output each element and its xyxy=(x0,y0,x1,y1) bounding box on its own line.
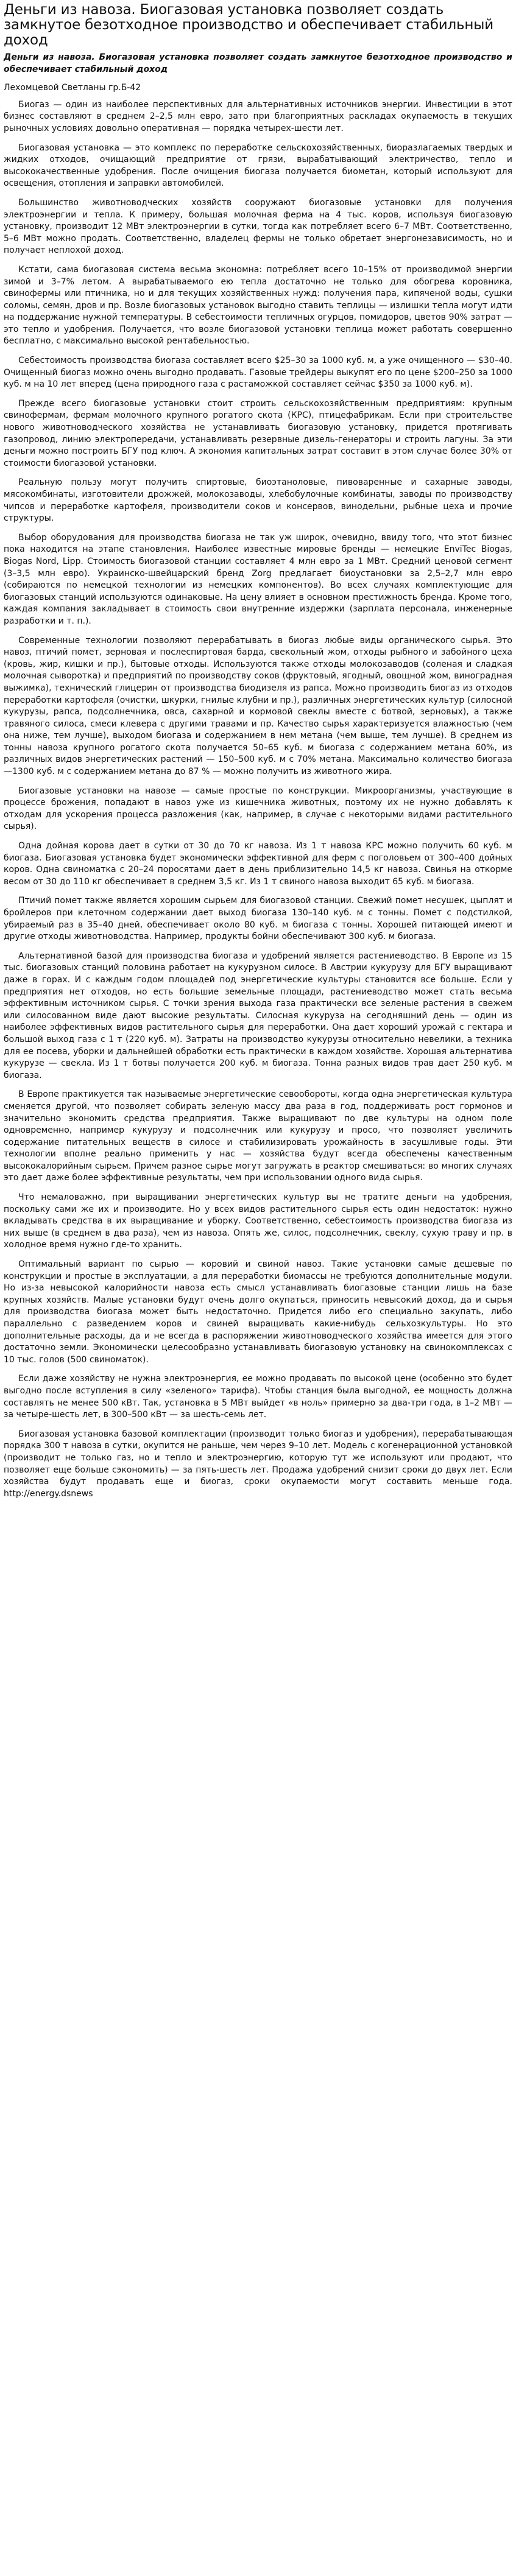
paragraph: Одна дойная корова дает в сутки от 30 до 70 кг навоза. Из 1 т навоза КРС можно получить 60 куб. м биогаза. Биогазовая установка будет экономически эффективной для ферм с поголовьем от 300–400 дойных коров. Одна свиноматка с 20–24 поросятами дает в день приблизительно 14,5 кг навоза. Свинья на откорме весом от 30 до 110 кг обеспечивает в среднем 3,5 кг. Из 1 т свиного навоза выходит 65 куб. м биогаза. xyxy=(4,841,512,887)
paragraph: Альтернативной базой для производства биогаза и удобрений является растениеводство. В Европе из 15 тыс. биогазовых станций половина работает на кукурузном силосе. В Австрии кукурузу для БГУ выращивают даже в горах. И с каждым годом площадей под энергетические культуры становится все больше. Если у предприятия нет отходов, но есть большие земельные площади, растениеводство может стать весьма эффективным источником сырья. С точки зрения выхода газа практически все зеленые растения в свежем или силосованном виде дают высокие результаты. Силосная кукуруза на сегодняшний день — один из наиболее эффективных видов растительного сырья для переработки. Она дает хороший урожай с гектара и большой выход газа с 1 т (220 куб. м). Затраты на производство кукурузы относительно невелики, а техника для ее посева, уборки и дальнейшей обработки есть практически в каждом хозяйстве. Хорошая альтернатива кукурузе — свекла. Из 1 т ботвы получается 200 куб. м биогаза. Тонна разных видов трав дает 250 куб. м биогаза. xyxy=(4,951,512,1080)
paragraph: Биогазовая установка базовой комплектации (производит только биогаз и удобрения), перерабатывающая порядка 300 т навоза в сутки, окупится не раньше, чем через 9–10 лет. Модель с когенерационной установкой (производит не только газ, но и тепло и электроэнергию, которую тут же используют или продают, что позволяет еще больше сэкономить) — за пять-шесть лет. Продажа удобрений снизит сроки до двух лет. Если хозяйства будут продавать еще и биогаз, сроки окупаемости могут составить меньше года. http://energy.dsnews xyxy=(4,1429,512,1499)
paragraph: Биогазовые установки на навозе — самые простые по конструкции. Микроорганизмы, участвующие в процессе брожения, попадают в навоз уже из кишечника животных, поэтому их не нужно добавлять к отходам для ускорения процесса разложения (как, например, в случае с некоторыми видами растительного сырья). xyxy=(4,786,512,832)
paragraph: Современные технологии позволяют перерабатывать в биогаз любые виды органического сырья. Это навоз, птичий помет, зерновая и послеспиртовая барда, свекольный жом, отходы рыбного и забойного цеха (кровь, жир, кишки и пр.), бытовые отходы. Используются также отходы молокозаводов (соленая и сладкая молочная сыворотка) и предприятий по производству соков (фруктовый, ягодный, овощной жом, виноградная выжимка), технический глицерин от производства биодизеля из рапса. Можно производить биогаз из отходов переработки картофеля (очистки, шкурки, гнилые клубни и пр.), различных энергетических культур (силосной кукурузы, рапса, подсолнечника, овса, сахарной и кормовой свеклы вместе с ботвой, зерновых), а также травяного силоса, смеси клевера с другими травами и пр. Качество сырья характеризуется влажностью (чем она ниже, тем лучше), выходом биогаза и содержанием в нем метана (чем выше, тем лучше). В среднем из тонны навоза крупного рогатого скота получается 50–65 куб. м биогаза с содержанием метана 60%, из различных видов энергетических растений — 150–500 куб. м с 70% метана. Максимально количество биогаза —1300 куб. м с содержанием метана до 87 % — можно получить из животного жира. xyxy=(4,635,512,777)
paragraph: Биогаз — один из наиболее перспективных для альтернативных источников энергии. Инвестиции в этот бизнес составляют в среднем 2–2,5 млн евро, зато при благоприятных раскладах окупаемость в текущих рыночных условиях довольно оперативная — порядка четырех-шести лет. xyxy=(4,99,512,133)
paragraph: Выбор оборудования для производства биогаза не так уж широк, очевидно, ввиду того, что этот бизнес пока находится на этапе становления. Наиболее известные мировые бренды — немецкие EnviTec Biogas, Biogas Nord, Lipp. Стоимость биогазовой станции составляет 4 млн евро за 1 МВт. Средний ценовой сегмент (3–3,5 млн евро). Украинско-швейцарский бренд Zorg предлагает биоустановки за 2,5–2,7 млн евро (собираются по немецкой технологии из немецких компонентов). Во всех случаях комплектующие для биогазовых станций используются одинаковые. На цену влияет в основном престижность бренда. Кроме того, каждая компания закладывает в стоимость свои внутренние издержки (зарплата персонала, инженерные разработки и т. п.). xyxy=(4,532,512,626)
paragraph: В Европе практикуется так называемые энергетические севообороты, когда одна энергетическая культура сменяется другой, что позволяет собирать зеленую массу два раза в год, поддерживать рост гормонов и значительно экономить средства предприятия. Также выращивают по две культуры на одном поле одновременно, например кукурузу и подсолнечник или кукурузу и просо, что позволяет увеличить содержание питательных веществ в силосе и стабилизировать урожайность в засушливые годы. Эти технологии вполне реально применить у нас — хозяйства будут всегда обеспечены качественным высококалорийным сырьем. Причем разное сырье могут загружать в реактор смешиваться: во многих случаях это дает даже более эффективные результаты, чем при использовании одного вида сырья. xyxy=(4,1089,512,1183)
paragraph: Если даже хозяйству не нужна электроэнергия, ее можно продавать по высокой цене (особенно это будет выгодно после вступления в силу «зеленого» тарифа). Чтобы станция была выгодной, ее мощность должна составлять не менее 500 кВт. Так, установка в 5 МВт выйдет «в ноль» примерно за два-три года, в 1–2 МВт — за четыре-шесть лет, в 300–500 кВт — за шесть-семь лет. xyxy=(4,1374,512,1420)
paragraph: Большинство животноводческих хозяйств сооружают биогазовые установки для получения электроэнергии и тепла. К примеру, большая молочная ферма на 4 тыс. коров, используя биогазовую установку, производит 12 МВт электроэнергии в сутки, тогда как потребляет всего 6–7 МВт. Соответственно, 5–6 МВт можно продать. Соответственно, владелец фермы не только обретает энергонезависимость, но и получает неплохой доход. xyxy=(4,197,512,256)
article-body xyxy=(4,52,512,1500)
document-title: Деньги из навоза. Биогазовая установка позволяет создать замкнутое безотходное производство и обеспечивает стабильный доход xyxy=(4,2,493,48)
paragraph: Реальную пользу могут получить спиртовые, биоэтаноловые, пивоваренные и сахарные заводы, мясокомбинаты, изготовители дрожжей, молокозаводы, хлебобулочные комбинаты, заводы по производству чипсов и переработке картофеля, производители соков и консервов, винодельни, рыбные цеха и прочие структуры. xyxy=(4,477,512,524)
paragraph: Себестоимость производства биогаза составляет всего $25–30 за 1000 куб. м, а уже очищенного — $30–40. Очищенный биогаз можно очень выгодно продавать. Газовые трейдеры выкупят его по цене $200–250 за 1000 куб. м на 10 лет вперед (цена природного газа с растаможкой составляет сейчас $350 за 1000 куб. м). xyxy=(4,356,512,390)
paragraph: Кстати, сама биогазовая система весьма экономна: потребляет всего 10–15% от производимой энергии зимой и 3–7% летом. А вырабатываемого ею тепла достаточно не только для обогрева коровника, свинофермы или птичника, но и для текущих хозяйственных нужд: получения пара, кипяченой воды, сушки соломы, семян, дров и пр. Возле биогазовых установок выгодно ставить теплицы — излишки тепла могут идти на поддержание нужной температуры. В себестоимости тепличных огурцов, помидоров, цветов 90% затрат — это тепло и удобрения. Получается, что возле биогазовой установки теплица может работать совершенно бесплатно, с максимально высокой рентабельностью. xyxy=(4,264,512,347)
paragraph: Оптимальный вариант по сырью — коровий и свиной навоз. Такие установки самые дешевые по конструкции и простые в эксплуатации, а для переработки биомассы не требуются дополнительные модули. Но из-за невысокой калорийности навоза есть смысл устанавливать биогазовые станции лишь на базе крупных хозяйств. Малые установки будут очень долго окупаться, приносить невысокий доход, да и сырья для производства биогаза может быть недостаточно. Придется либо его специально закупать, либо параллельно с разведением коров и свиней выращивать какие-нибудь сельхозкультуры. Но это дополнительные расходы, да и не всегда в распоряжении животноводческого хозяйства имеется для этого достаточно земли. Экономически целесообразно устанавливать биогазовую установку на свинокомплексах с 10 тыс. голов (500 свиноматок). xyxy=(4,1259,512,1365)
paragraph: Биогазовая установка — это комплекс по переработке сельскохозяйственных, биоразлагаемых твердых и жидких отходов, очищающий предприятие от грязи, вырабатывающий электричество, тепло и высококачественные удобрения. После очищения биогаза получается биометан, который используют для освещения, отопления и заправки автомобилей. xyxy=(4,143,512,189)
paragraph: Что немаловажно, при выращивании энергетических культур вы не тратите деньги на удобрения, поскольку сами же их и производите. Но у всех видов растительного сырья есть один недостаток: нужно вкладывать средства в их выращивание и уборку. Соответственно, себестоимость производства биогаза из них выше (в среднем в два раза), чем из навоза. Опять же, силос, подсолнечник, свеклу, сухую траву и пр. в холодное время нужно где-то хранить. xyxy=(4,1192,512,1250)
article-heading: Деньги из навоза. Биогазовая установка позволяет создать замкнутое безотходное производство и обеспечивает стабильный доход xyxy=(4,52,512,74)
paragraph: Прежде всего биогазовые установки стоит строить сельскохозяйственным предприятиям: крупным свинофермам, фермам молочного крупного рогатого скота (КРС), птицефабрикам. Если при строительстве нового животноводческого хозяйства не устанавливать биогазовую установку, придется протягивать газопровод, линию электропередачи, устанавливать резервные дизель-генераторы и строить лагуны. За эти деньги можно построить БГУ под ключ. А экономия капитальных затрат составит в этом случае более 30% от стоимости биогазовой установки. xyxy=(4,398,512,468)
paragraph: Птичий помет также является хорошим сырьем для биогазовой станции. Свежий помет несушек, цыплят и бройлеров при клеточном содержании дает выход биогаза 130–140 куб. м с тонны. Помет с подстилкой, убираемый раз в 35–40 дней, обеспечивает около 80 куб. м биогаза с тонны. Хорошей питающей имеют и другие отходы животноводства. Например, продукты бойни обеспечивают 300 куб. м биогаза. xyxy=(4,896,512,942)
author-byline: Лехомцевой Светланы гр.Б-42 xyxy=(4,83,141,93)
